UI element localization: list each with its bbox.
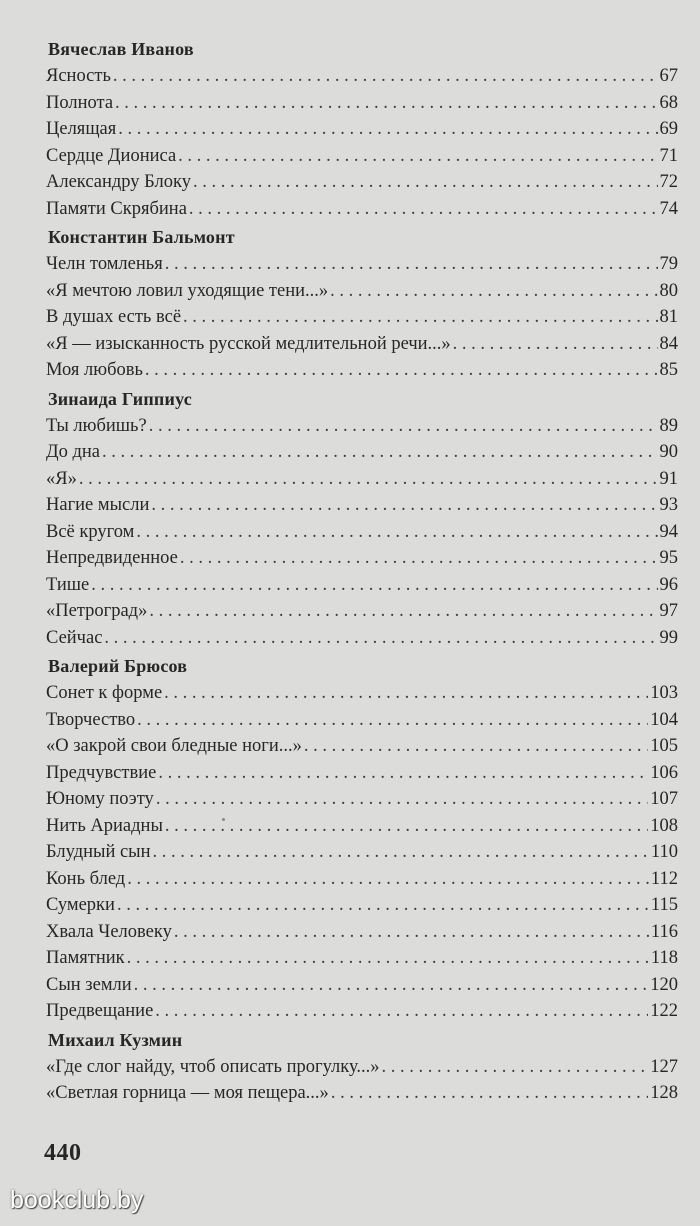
toc-entry (46, 331, 678, 358)
dot-leader (134, 972, 649, 999)
dot-leader (183, 304, 657, 331)
poem-title: «Где слог найду, чтоб описать прогулку...» (46, 1056, 380, 1077)
page-ref: 68 (659, 92, 678, 113)
author-heading: Вячеслав Иванов (48, 39, 194, 59)
dot-leader (453, 331, 658, 358)
dot-leader (149, 598, 657, 625)
poem-title: Челн томленья (46, 254, 163, 274)
page-ref: 115 (650, 895, 678, 915)
toc-entry (46, 413, 678, 440)
page-number: 440 (44, 1140, 82, 1166)
author-heading: Константин Бальмонт (48, 227, 235, 247)
toc-entry (46, 680, 678, 707)
dot-leader (165, 251, 658, 278)
dot-leader (104, 625, 657, 652)
toc-entry (46, 866, 678, 893)
toc-entry (46, 760, 678, 787)
poem-title: «Светлая горница — моя пещера...» (46, 1083, 329, 1103)
poem-title: Ясность (46, 66, 111, 86)
poem-title: Юному поэту (46, 789, 154, 809)
page-ref: 104 (650, 709, 678, 730)
toc-entry (46, 839, 678, 866)
dot-leader (113, 63, 658, 90)
toc-entry (46, 813, 678, 840)
page-ref: 122 (650, 1001, 678, 1021)
page-ref: 79 (659, 254, 678, 274)
dot-leader (155, 998, 648, 1025)
page-ref: 80 (659, 280, 678, 301)
page-ref: 118 (650, 948, 678, 968)
page-ref: 90 (659, 442, 678, 462)
toc-entry (46, 998, 678, 1025)
toc-entry (46, 357, 678, 384)
toc-entry (46, 707, 678, 734)
page-ref: 94 (659, 521, 678, 542)
toc-entry (46, 466, 678, 493)
poem-title: Полнота (46, 92, 114, 113)
page-ref: 81 (659, 307, 678, 327)
dot-leader (156, 786, 648, 813)
page-ref: 128 (650, 1083, 678, 1103)
page-ref: 95 (659, 548, 678, 568)
page-ref: 112 (650, 868, 678, 889)
dot-leader (127, 866, 649, 893)
dot-leader (189, 196, 658, 223)
poem-title: До дна (46, 442, 101, 462)
page-ref: 96 (659, 574, 678, 595)
dot-leader (127, 945, 649, 972)
toc-entry (46, 304, 678, 331)
dot-leader (304, 733, 648, 760)
page-ref: 69 (659, 119, 678, 139)
page-ref: 89 (659, 415, 678, 436)
toc-entry (46, 143, 678, 170)
toc-entry (46, 251, 678, 278)
poem-title: «О закрой свои бледные ноги...» (46, 736, 302, 756)
poem-title: Нить Ариадны (46, 815, 163, 836)
toc-entry (46, 572, 678, 599)
author-heading: Михаил Кузмин (48, 1029, 183, 1050)
table-of-contents (46, 36, 678, 1109)
page-ref: 91 (659, 468, 678, 489)
toc-entry (46, 786, 678, 813)
poem-title: Александру Блоку (46, 172, 192, 192)
page-ref: 116 (650, 921, 678, 942)
poem-title: «Петроград» (46, 601, 148, 621)
toc-entry (46, 1054, 678, 1081)
poem-title: Памятник (46, 948, 125, 968)
poem-title: Непредвиденное (46, 548, 178, 568)
dot-leader (331, 1080, 648, 1107)
dot-leader (165, 813, 648, 840)
dot-leader (153, 839, 649, 866)
poem-title: Памяти Скрябина (46, 198, 187, 219)
poem-title: Предвещание (46, 1001, 154, 1021)
toc-section (46, 224, 678, 384)
toc-section (46, 386, 678, 652)
page-ref: 71 (659, 145, 678, 166)
page-ref: 74 (659, 198, 678, 219)
toc-entry (46, 492, 678, 519)
watermark: bookclub.by (10, 1186, 144, 1214)
toc-entry (46, 169, 678, 196)
dot-leader (164, 680, 648, 707)
dot-leader (180, 545, 658, 572)
dot-leader (158, 760, 648, 787)
toc-entry (46, 972, 678, 999)
page-ref: 106 (650, 762, 678, 783)
poem-title: Сейчас (46, 627, 103, 648)
toc-entry (46, 945, 678, 972)
toc-entry (46, 598, 678, 625)
poem-title: Сердце Диониса (46, 145, 177, 166)
dot-leader (91, 572, 657, 599)
toc-entry (46, 278, 678, 305)
toc-entry (46, 63, 678, 90)
toc-entry (46, 519, 678, 546)
toc-entry (46, 196, 678, 223)
toc-section (46, 653, 678, 1025)
toc-entry (46, 892, 678, 919)
dot-leader (330, 278, 657, 305)
toc-section (46, 36, 678, 222)
toc-entry (46, 625, 678, 652)
toc-entry (46, 733, 678, 760)
dot-leader (79, 466, 658, 493)
dot-leader (149, 413, 658, 440)
author-heading: Валерий Брюсов (48, 656, 188, 676)
poem-title: «Я мечтою ловил уходящие тени...» (46, 280, 329, 301)
dot-leader (118, 116, 657, 143)
dot-leader (382, 1054, 649, 1081)
dot-leader (151, 492, 657, 519)
poem-title: Сын земли (46, 974, 132, 995)
poem-title: Целящая (46, 119, 117, 139)
poem-title: Нагие мысли (46, 495, 150, 515)
toc-entry (46, 545, 678, 572)
poem-title: В душах есть всё (46, 307, 182, 327)
toc-entry (46, 439, 678, 466)
poem-title: «Я — изысканность русской медлительной речи...» (46, 333, 451, 354)
dot-leader (193, 169, 657, 196)
poem-title: Сонет к форме (46, 683, 163, 703)
poem-title: Тише (46, 574, 90, 595)
toc-entry (46, 90, 678, 117)
page-ref: 103 (650, 683, 678, 703)
dot-leader (102, 439, 657, 466)
page-ref: 105 (650, 736, 678, 756)
dot-leader (174, 919, 649, 946)
page-ref: 99 (659, 627, 678, 648)
dot-leader (115, 90, 657, 117)
poem-title: Творчество (46, 709, 136, 730)
dot-leader (117, 892, 649, 919)
page-ref: 72 (659, 172, 678, 192)
poem-title: Сумерки (46, 895, 115, 915)
toc-entry (46, 1080, 678, 1107)
page-ref: 120 (650, 974, 678, 995)
page-ref: 108 (650, 815, 678, 836)
toc-entry (46, 116, 678, 143)
poem-title: Всё кругом (46, 521, 135, 542)
poem-title: Блудный сын (46, 842, 151, 862)
poem-title: Конь блед (46, 868, 126, 889)
toc-section (46, 1027, 678, 1107)
dot-leader (137, 707, 648, 734)
dot-leader (136, 519, 657, 546)
page-ref: 85 (659, 360, 678, 380)
poem-title: Ты любишь? (46, 415, 147, 436)
poem-title: «Я» (46, 468, 77, 489)
page-ref: 97 (659, 601, 678, 621)
dot-leader (145, 357, 658, 384)
print-speck (222, 818, 225, 821)
poem-title: Предчувствие (46, 762, 157, 783)
poem-title: Моя любовь (46, 360, 143, 380)
page-ref: 110 (650, 842, 678, 862)
dot-leader (178, 143, 657, 170)
author-heading: Зинаида Гиппиус (48, 388, 192, 409)
toc-entry (46, 919, 678, 946)
page-ref: 93 (659, 495, 678, 515)
page-ref: 67 (659, 66, 678, 86)
page-ref: 84 (659, 333, 678, 354)
poem-title: Хвала Человеку (46, 921, 172, 942)
page-ref: 127 (650, 1056, 678, 1077)
page-ref: 107 (650, 789, 678, 809)
